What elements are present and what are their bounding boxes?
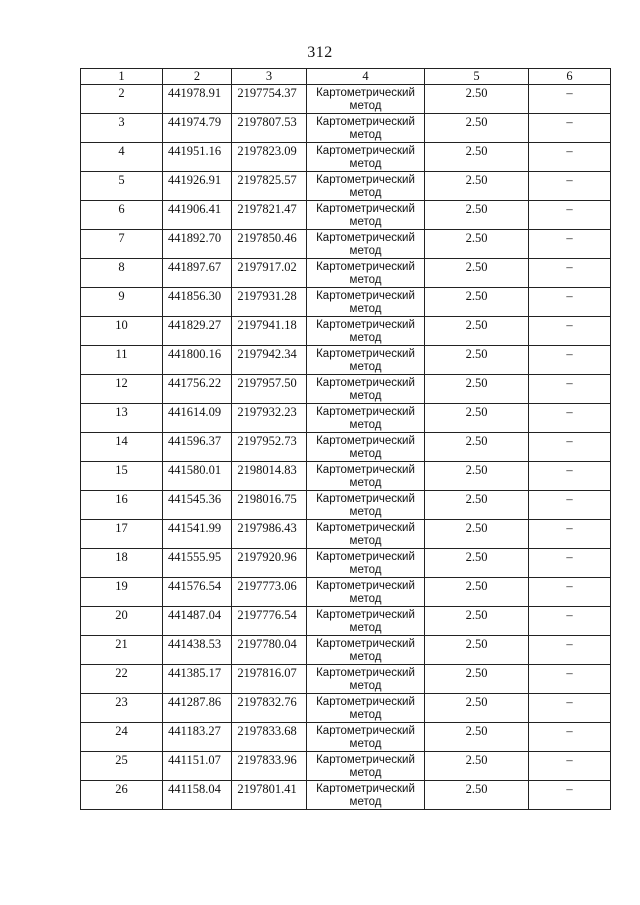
method-cell: Картометрический метод (307, 346, 425, 375)
table-row (81, 114, 611, 143)
point-number-cell: 18 (81, 549, 163, 578)
table-row (81, 346, 611, 375)
note-cell: – (529, 259, 611, 288)
table-row (81, 259, 611, 288)
table-row (81, 201, 611, 230)
y-coordinate-cell: 2197754.37 (232, 85, 307, 114)
x-coordinate-cell: 441974.79 (163, 114, 232, 143)
x-coordinate-cell: 441541.99 (163, 520, 232, 549)
method-cell: Картометрический метод (307, 636, 425, 665)
y-coordinate-cell: 2197952.73 (232, 433, 307, 462)
accuracy-cell: 2.50 (425, 636, 529, 665)
method-cell: Картометрический метод (307, 781, 425, 810)
accuracy-cell: 2.50 (425, 172, 529, 201)
table-row (81, 433, 611, 462)
method-cell: Картометрический метод (307, 462, 425, 491)
note-cell: – (529, 375, 611, 404)
table-row (81, 665, 611, 694)
x-coordinate-cell: 441897.67 (163, 259, 232, 288)
method-cell: Картометрический метод (307, 317, 425, 346)
accuracy-cell: 2.50 (425, 607, 529, 636)
point-number-cell: 22 (81, 665, 163, 694)
y-coordinate-cell: 2198014.83 (232, 462, 307, 491)
point-number-cell: 23 (81, 694, 163, 723)
x-coordinate-cell: 441951.16 (163, 143, 232, 172)
note-cell: – (529, 433, 611, 462)
point-number-cell: 2 (81, 85, 163, 114)
method-cell: Картометрический метод (307, 172, 425, 201)
table-row (81, 549, 611, 578)
accuracy-cell: 2.50 (425, 723, 529, 752)
method-cell: Картометрический метод (307, 201, 425, 230)
table-row (81, 520, 611, 549)
method-cell: Картометрический метод (307, 288, 425, 317)
y-coordinate-cell: 2197920.96 (232, 549, 307, 578)
point-number-cell: 17 (81, 520, 163, 549)
y-coordinate-cell: 2197986.43 (232, 520, 307, 549)
x-coordinate-cell: 441545.36 (163, 491, 232, 520)
method-cell: Картометрический метод (307, 143, 425, 172)
point-number-cell: 11 (81, 346, 163, 375)
point-number-cell: 14 (81, 433, 163, 462)
table-row (81, 781, 611, 810)
point-number-cell: 20 (81, 607, 163, 636)
y-coordinate-cell: 2197957.50 (232, 375, 307, 404)
point-number-cell: 16 (81, 491, 163, 520)
accuracy-cell: 2.50 (425, 491, 529, 520)
y-coordinate-cell: 2197833.68 (232, 723, 307, 752)
method-cell: Картометрический метод (307, 404, 425, 433)
accuracy-cell: 2.50 (425, 85, 529, 114)
table-row (81, 404, 611, 433)
method-cell: Картометрический метод (307, 607, 425, 636)
table-row (81, 143, 611, 172)
y-coordinate-cell: 2197832.76 (232, 694, 307, 723)
accuracy-cell: 2.50 (425, 201, 529, 230)
y-coordinate-cell: 2197807.53 (232, 114, 307, 143)
x-coordinate-cell: 441892.70 (163, 230, 232, 259)
note-cell: – (529, 491, 611, 520)
header-row (81, 69, 611, 85)
note-cell: – (529, 781, 611, 810)
point-number-cell: 13 (81, 404, 163, 433)
point-number-cell: 12 (81, 375, 163, 404)
accuracy-cell: 2.50 (425, 259, 529, 288)
accuracy-cell: 2.50 (425, 781, 529, 810)
x-coordinate-cell: 441576.54 (163, 578, 232, 607)
y-coordinate-cell: 2197823.09 (232, 143, 307, 172)
y-coordinate-cell: 2197816.07 (232, 665, 307, 694)
x-coordinate-cell: 441580.01 (163, 462, 232, 491)
table-row (81, 752, 611, 781)
note-cell: – (529, 114, 611, 143)
page-number: 312 (307, 44, 333, 61)
x-coordinate-cell: 441487.04 (163, 607, 232, 636)
note-cell: – (529, 172, 611, 201)
method-cell: Картометрический метод (307, 85, 425, 114)
note-cell: – (529, 346, 611, 375)
method-cell: Картометрический метод (307, 520, 425, 549)
accuracy-cell: 2.50 (425, 346, 529, 375)
method-cell: Картометрический метод (307, 230, 425, 259)
table-row (81, 636, 611, 665)
method-cell: Картометрический метод (307, 491, 425, 520)
y-coordinate-cell: 2197850.46 (232, 230, 307, 259)
note-cell: – (529, 723, 611, 752)
accuracy-cell: 2.50 (425, 752, 529, 781)
point-number-cell: 24 (81, 723, 163, 752)
accuracy-cell: 2.50 (425, 317, 529, 346)
header-col-6: 6 (529, 69, 611, 85)
note-cell: – (529, 636, 611, 665)
table-row (81, 172, 611, 201)
point-number-cell: 9 (81, 288, 163, 317)
accuracy-cell: 2.50 (425, 665, 529, 694)
note-cell: – (529, 317, 611, 346)
table-row (81, 85, 611, 114)
point-number-cell: 4 (81, 143, 163, 172)
point-number-cell: 6 (81, 201, 163, 230)
accuracy-cell: 2.50 (425, 288, 529, 317)
x-coordinate-cell: 441829.27 (163, 317, 232, 346)
point-number-cell: 21 (81, 636, 163, 665)
accuracy-cell: 2.50 (425, 433, 529, 462)
accuracy-cell: 2.50 (425, 549, 529, 578)
accuracy-cell: 2.50 (425, 230, 529, 259)
table-row (81, 607, 611, 636)
method-cell: Картометрический метод (307, 694, 425, 723)
note-cell: – (529, 752, 611, 781)
x-coordinate-cell: 441596.37 (163, 433, 232, 462)
note-cell: – (529, 462, 611, 491)
point-number-cell: 7 (81, 230, 163, 259)
note-cell: – (529, 230, 611, 259)
point-number-cell: 19 (81, 578, 163, 607)
note-cell: – (529, 578, 611, 607)
point-number-cell: 8 (81, 259, 163, 288)
point-number-cell: 3 (81, 114, 163, 143)
y-coordinate-cell: 2198016.75 (232, 491, 307, 520)
y-coordinate-cell: 2197773.06 (232, 578, 307, 607)
point-number-cell: 15 (81, 462, 163, 491)
point-number-cell: 10 (81, 317, 163, 346)
y-coordinate-cell: 2197931.28 (232, 288, 307, 317)
accuracy-cell: 2.50 (425, 375, 529, 404)
table-header (81, 69, 611, 85)
x-coordinate-cell: 441978.91 (163, 85, 232, 114)
table-row (81, 578, 611, 607)
y-coordinate-cell: 2197825.57 (232, 172, 307, 201)
note-cell: – (529, 607, 611, 636)
table-row (81, 375, 611, 404)
accuracy-cell: 2.50 (425, 520, 529, 549)
x-coordinate-cell: 441800.16 (163, 346, 232, 375)
accuracy-cell: 2.50 (425, 143, 529, 172)
y-coordinate-cell: 2197833.96 (232, 752, 307, 781)
y-coordinate-cell: 2197821.47 (232, 201, 307, 230)
y-coordinate-cell: 2197941.18 (232, 317, 307, 346)
x-coordinate-cell: 441151.07 (163, 752, 232, 781)
x-coordinate-cell: 441614.09 (163, 404, 232, 433)
y-coordinate-cell: 2197801.41 (232, 781, 307, 810)
note-cell: – (529, 85, 611, 114)
y-coordinate-cell: 2197780.04 (232, 636, 307, 665)
x-coordinate-cell: 441906.41 (163, 201, 232, 230)
method-cell: Картометрический метод (307, 752, 425, 781)
method-cell: Картометрический метод (307, 723, 425, 752)
table-row (81, 723, 611, 752)
x-coordinate-cell: 441158.04 (163, 781, 232, 810)
x-coordinate-cell: 441438.53 (163, 636, 232, 665)
header-col-3: 3 (232, 69, 307, 85)
note-cell: – (529, 694, 611, 723)
method-cell: Картометрический метод (307, 549, 425, 578)
note-cell: – (529, 549, 611, 578)
note-cell: – (529, 201, 611, 230)
point-number-cell: 5 (81, 172, 163, 201)
note-cell: – (529, 665, 611, 694)
note-cell: – (529, 520, 611, 549)
note-cell: – (529, 143, 611, 172)
x-coordinate-cell: 441856.30 (163, 288, 232, 317)
x-coordinate-cell: 441756.22 (163, 375, 232, 404)
note-cell: – (529, 404, 611, 433)
header-col-2: 2 (163, 69, 232, 85)
note-cell: – (529, 288, 611, 317)
method-cell: Картометрический метод (307, 375, 425, 404)
method-cell: Картометрический метод (307, 259, 425, 288)
method-cell: Картометрический метод (307, 114, 425, 143)
accuracy-cell: 2.50 (425, 462, 529, 491)
x-coordinate-cell: 441183.27 (163, 723, 232, 752)
header-col-5: 5 (425, 69, 529, 85)
accuracy-cell: 2.50 (425, 404, 529, 433)
table-body (81, 85, 611, 810)
accuracy-cell: 2.50 (425, 578, 529, 607)
y-coordinate-cell: 2197776.54 (232, 607, 307, 636)
point-number-cell: 26 (81, 781, 163, 810)
method-cell: Картометрический метод (307, 665, 425, 694)
accuracy-cell: 2.50 (425, 694, 529, 723)
table-row (81, 462, 611, 491)
x-coordinate-cell: 441287.86 (163, 694, 232, 723)
table-row (81, 317, 611, 346)
header-col-1: 1 (81, 69, 163, 85)
y-coordinate-cell: 2197917.02 (232, 259, 307, 288)
table-row (81, 491, 611, 520)
accuracy-cell: 2.50 (425, 114, 529, 143)
method-cell: Картометрический метод (307, 578, 425, 607)
table-row (81, 694, 611, 723)
x-coordinate-cell: 441385.17 (163, 665, 232, 694)
point-number-cell: 25 (81, 752, 163, 781)
y-coordinate-cell: 2197932.23 (232, 404, 307, 433)
coordinates-table (80, 68, 611, 810)
table-row (81, 230, 611, 259)
x-coordinate-cell: 441926.91 (163, 172, 232, 201)
method-cell: Картометрический метод (307, 433, 425, 462)
y-coordinate-cell: 2197942.34 (232, 346, 307, 375)
table-row (81, 288, 611, 317)
x-coordinate-cell: 441555.95 (163, 549, 232, 578)
header-col-4: 4 (307, 69, 425, 85)
